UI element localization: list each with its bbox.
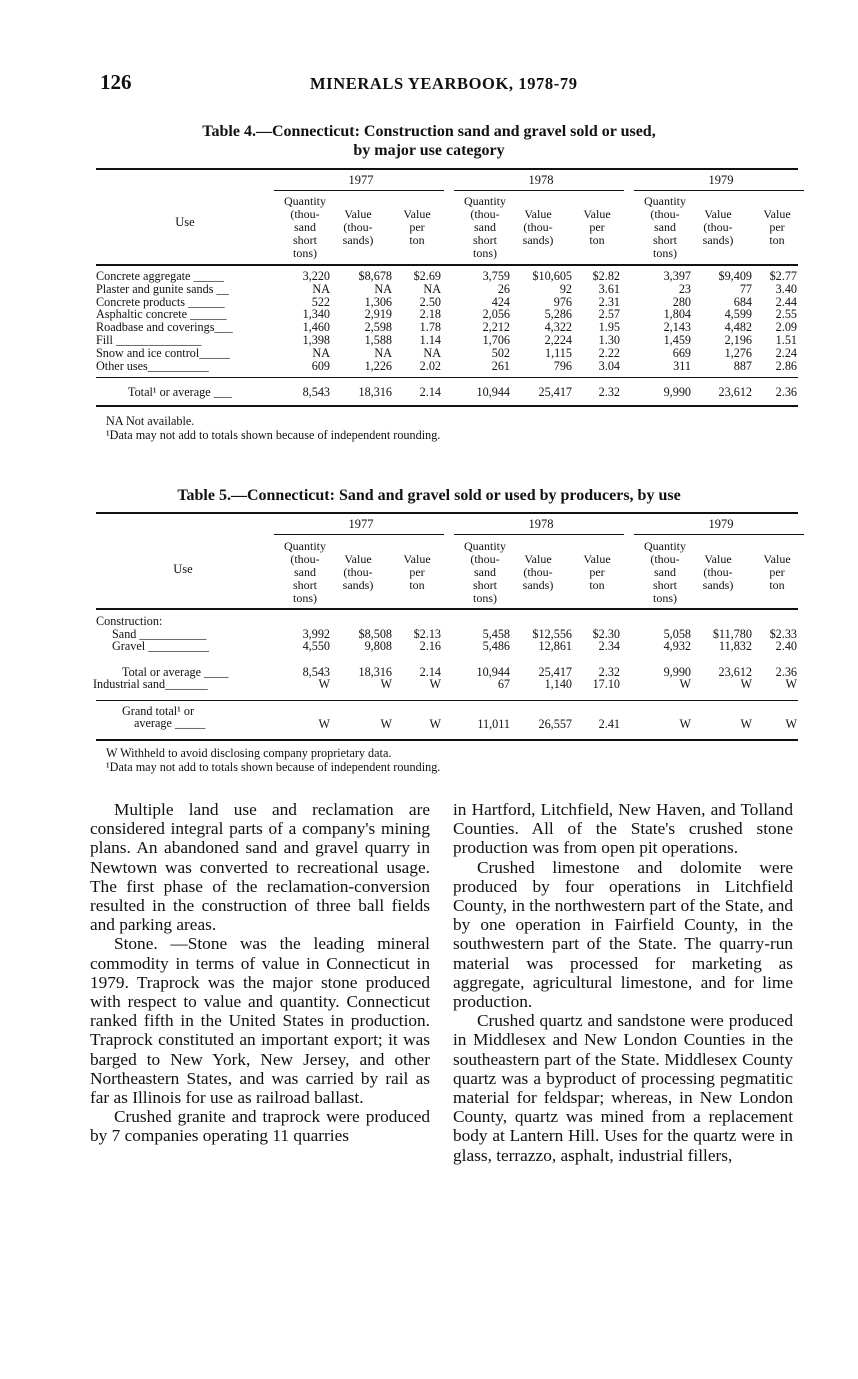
- column-header-line: (thou-: [470, 552, 500, 566]
- column-header-line: tons): [653, 591, 677, 605]
- column-header-line: Value: [403, 552, 431, 566]
- column-header-line: tons): [293, 246, 317, 260]
- table-cell: 1.95: [598, 320, 620, 335]
- column-header-line: tons): [293, 591, 317, 605]
- table-cell: $2.13: [413, 627, 441, 641]
- row-label: Other uses__________: [96, 358, 209, 373]
- table-4-note-na: NA Not available.: [106, 414, 195, 428]
- column-header: [328, 553, 388, 592]
- table-cell: 1,398: [302, 333, 330, 347]
- table-cell: 9,990: [663, 665, 691, 679]
- column-header-line: ton: [589, 233, 605, 247]
- table-cell: 2.41: [598, 717, 620, 731]
- table-cell: W: [380, 717, 392, 731]
- column-header-line: Value: [403, 207, 431, 221]
- column-header-line: sand: [654, 220, 676, 234]
- column-header-line: Value: [583, 207, 611, 221]
- table-cell: 2.09: [775, 320, 797, 335]
- table-cell: 3.40: [775, 281, 797, 296]
- table-cell: W: [429, 677, 441, 691]
- column-header-line: tons): [653, 246, 677, 260]
- table-cell: 3,759: [482, 269, 510, 283]
- table-cell: NA: [312, 345, 330, 360]
- table-cell: 26: [497, 281, 510, 296]
- column-header-line: ton: [409, 578, 425, 592]
- table-cell: 669: [672, 345, 691, 360]
- table-cell: 1.30: [598, 333, 620, 347]
- table-cell: 1,340: [302, 307, 330, 322]
- table-cell: 17.10: [592, 677, 620, 691]
- column-header-line: sand: [474, 220, 496, 234]
- column-header-line: Quantity: [284, 194, 326, 208]
- table-cell: 5,286: [544, 307, 572, 322]
- table-cell: 3,992: [302, 627, 330, 641]
- table-cell: $2.82: [592, 269, 620, 283]
- table-cell: 2.36: [775, 385, 797, 399]
- table-cell: 1.78: [419, 320, 441, 335]
- column-header-line: sand: [294, 220, 316, 234]
- grand-total-label: Grand total¹ or: [122, 704, 195, 718]
- table-cell: 2,143: [663, 320, 691, 335]
- column-header: [752, 553, 802, 592]
- table-cell: 2.86: [775, 358, 797, 373]
- table-cell: 1,306: [364, 294, 392, 309]
- table-4-note-rounding: ¹Data may not add to totals shown because of independent rounding.: [106, 428, 441, 442]
- column-header-line: per: [589, 220, 605, 234]
- year-1977: 1977: [348, 517, 374, 531]
- year-1977: 1977: [348, 173, 374, 187]
- column-header-line: (thou-: [703, 565, 733, 579]
- column-header-line: per: [409, 220, 425, 234]
- column-header-line: short: [653, 578, 677, 592]
- table-cell: 1,459: [663, 333, 691, 347]
- row-label: Snow and ice control_____: [96, 345, 230, 360]
- column-header-line: sands): [702, 233, 734, 247]
- table-cell: $2.30: [592, 627, 620, 641]
- table-cell: 609: [311, 358, 330, 373]
- table-cell: 12,861: [538, 639, 572, 653]
- column-header: [572, 553, 622, 592]
- table-cell: 1.51: [775, 333, 797, 347]
- column-header-line: Value: [524, 207, 552, 221]
- column-header-line: (thou-: [290, 552, 320, 566]
- use-header: Use: [173, 562, 193, 576]
- row-label: Gravel __________: [112, 639, 210, 653]
- row-label: Roadbase and coverings___: [96, 320, 233, 335]
- table-cell: 1,804: [663, 307, 691, 322]
- table-cell: W: [429, 717, 441, 731]
- table-cell: 3,220: [302, 269, 330, 283]
- column-header-line: short: [473, 578, 497, 592]
- table-cell: 25,417: [538, 385, 572, 399]
- table-cell: 1,588: [364, 333, 392, 347]
- column-header-line: ton: [589, 578, 605, 592]
- column-header-line: (thou-: [343, 565, 373, 579]
- table-5-title: Table 5.—Connecticut: Sand and gravel sold or used by producers, by use: [177, 487, 681, 504]
- column-header-line: ton: [769, 233, 785, 247]
- table-cell: 5,058: [663, 627, 691, 641]
- row-label: Total or average ____: [122, 665, 229, 679]
- table-cell: 2.22: [598, 345, 620, 360]
- table-cell: 2.24: [775, 345, 797, 360]
- column-header-line: tons): [473, 246, 497, 260]
- row-label: Total¹ or average ___: [128, 385, 232, 399]
- construction-label: Construction:: [96, 614, 163, 628]
- table-cell: 2,919: [364, 307, 392, 322]
- table-cell: 77: [739, 281, 752, 296]
- column-header: [392, 553, 442, 592]
- column-header-line: per: [589, 565, 605, 579]
- table-cell: $2.77: [769, 269, 797, 283]
- column-header-line: sands): [342, 233, 374, 247]
- year-1979: 1979: [708, 517, 734, 531]
- table-cell: W: [785, 717, 797, 731]
- column-header-line: sands): [522, 233, 554, 247]
- paragraph: in Hartford, Litchfield, New Haven, and Tolland Counties. All of the State's crushed stone production was from open pit operations.: [453, 800, 793, 858]
- table-cell: $2.33: [769, 627, 797, 641]
- table-cell: 261: [491, 358, 510, 373]
- table-cell: 9,808: [364, 639, 392, 653]
- table-cell: 23: [678, 281, 691, 296]
- table-cell: W: [740, 677, 752, 691]
- table-cell: 4,322: [544, 320, 572, 335]
- table-cell: 280: [672, 294, 691, 309]
- column-header-line: Quantity: [644, 539, 686, 553]
- column-header: [634, 195, 696, 260]
- column-header-line: sand: [294, 565, 316, 579]
- row-label: Asphaltic concrete ______: [96, 307, 227, 322]
- table-cell: NA: [312, 281, 330, 296]
- table-cell: 522: [311, 294, 330, 309]
- column-header-line: Value: [344, 207, 372, 221]
- table-cell: 67: [497, 677, 510, 691]
- table-cell: 2.36: [775, 665, 797, 679]
- table-cell: W: [318, 677, 330, 691]
- table-cell: 3,397: [663, 269, 691, 283]
- table-cell: 18,316: [358, 665, 392, 679]
- table-cell: 2.34: [598, 639, 620, 653]
- column-header: [634, 540, 696, 605]
- table-cell: W: [380, 677, 392, 691]
- table-cell: 2,598: [364, 320, 392, 335]
- column-header-line: Value: [524, 552, 552, 566]
- table-cell: 2.16: [419, 639, 441, 653]
- column-header-line: ton: [769, 578, 785, 592]
- row-label: Concrete products ______: [96, 294, 225, 309]
- column-header-line: per: [409, 565, 425, 579]
- table-cell: 5,458: [482, 627, 510, 641]
- column-header: [508, 208, 568, 247]
- column-header-line: short: [293, 578, 317, 592]
- paragraph: Multiple land use and reclamation are considered integral parts of a company's mining plans. An abandoned sand and gravel quarry in Newtown was converted to recreational usage. The first phase of the reclamation-conversion resulted in the construction of three ball fields and parking areas.: [90, 800, 430, 935]
- row-label: Sand ___________: [112, 627, 207, 641]
- column-header: [392, 208, 442, 247]
- table-cell: $2.69: [413, 269, 441, 283]
- column-header-line: (thou-: [650, 207, 680, 221]
- table-cell: 2.57: [598, 307, 620, 322]
- table-cell: 4,599: [724, 307, 752, 322]
- table-cell: 1,276: [724, 345, 752, 360]
- table-cell: 4,550: [302, 639, 330, 653]
- table-cell: 4,482: [724, 320, 752, 335]
- table-cell: 2,224: [544, 333, 572, 347]
- table-cell: 887: [733, 358, 752, 373]
- table-cell: 2.50: [419, 294, 441, 309]
- column-header: [274, 540, 336, 605]
- table-cell: 684: [733, 294, 752, 309]
- column-header-line: Quantity: [644, 194, 686, 208]
- table-cell: 976: [553, 294, 572, 309]
- table-cell: 1,460: [302, 320, 330, 335]
- table-cell: 2,196: [724, 333, 752, 347]
- year-1979: 1979: [708, 173, 734, 187]
- table-cell: 8,543: [302, 665, 330, 679]
- table-cell: $9,409: [718, 269, 752, 283]
- table-5-note-withheld: W Withheld to avoid disclosing company proprietary data.: [106, 746, 392, 760]
- table-cell: 2,212: [482, 320, 510, 335]
- column-header-line: (thou-: [290, 207, 320, 221]
- column-header: [688, 208, 748, 247]
- column-header-line: sands): [702, 578, 734, 592]
- column-header-line: Value: [583, 552, 611, 566]
- table-cell: 23,612: [718, 665, 752, 679]
- column-header-line: Value: [763, 207, 791, 221]
- paragraph: Crushed limestone and dolomite were produced by four operations in Litchfield County, in the northwestern part of the State, and by one operation in Fairfield County, in the southwestern part of the State. The quarry-run material was processed for marketing as aggregate, agricultural limestone, and for lime production.: [453, 857, 793, 1012]
- body-column-right: [453, 800, 793, 1165]
- column-header-line: ton: [409, 233, 425, 247]
- column-header: [688, 553, 748, 592]
- column-header-line: per: [769, 565, 785, 579]
- grand-total-label-2: average _____: [134, 716, 206, 730]
- table-cell: 3.61: [598, 281, 620, 296]
- column-header: [752, 208, 802, 247]
- table-cell: 2.32: [598, 385, 620, 399]
- column-header-line: short: [653, 233, 677, 247]
- column-header-line: Quantity: [284, 539, 326, 553]
- column-header: [454, 195, 516, 260]
- table-4-title: Table 4.—Connecticut: Construction sand and gravel sold or used, by major use category: [202, 123, 656, 159]
- table-cell: $11,780: [712, 627, 752, 641]
- table-cell: 424: [491, 294, 510, 309]
- table-cell: 2.31: [598, 294, 620, 309]
- table-cell: W: [679, 717, 691, 731]
- paragraph: Crushed quartz and sandstone were produced in Middlesex and New London Counties in the southeastern part of the State. Middlesex County quartz was a byproduct of processing pegmatitic material for feldspar; whereas, in New London County, quartz was mined from a replacement body at Lantern Hill. Uses for the quartz were in glass, terrazzo, asphalt, industrial fillers,: [453, 1011, 793, 1165]
- table-cell: 2.14: [419, 385, 441, 399]
- table-cell: 4,932: [663, 639, 691, 653]
- paragraph: Stone. —Stone was the leading mineral commodity in terms of value in Connecticut in 1979. Traprock was the major stone produced with respect to value and quantity. Connecticut ranked fifth in the United States in production. Traprock constituted an important export; it was barged to New York, New Jersey, and other Northeastern States, and was carried by rail as far as Illinois for use as railroad ballast.: [90, 934, 430, 1108]
- table-cell: 796: [553, 358, 572, 373]
- column-header-line: Quantity: [464, 194, 506, 208]
- table-cell: $8,678: [358, 269, 392, 283]
- column-header-line: sand: [654, 565, 676, 579]
- table-cell: 1,706: [482, 333, 510, 347]
- table-cell: NA: [374, 281, 392, 296]
- column-header-line: short: [293, 233, 317, 247]
- table-cell: 25,417: [538, 665, 572, 679]
- column-header-line: tons): [473, 591, 497, 605]
- table-cell: NA: [423, 345, 441, 360]
- table-cell: 5,486: [482, 639, 510, 653]
- table-cell: 18,316: [358, 385, 392, 399]
- column-header-line: short: [473, 233, 497, 247]
- table-cell: 2.18: [419, 307, 441, 322]
- row-label: Industrial sand_______: [93, 677, 208, 691]
- table-cell: 23,612: [718, 385, 752, 399]
- table-cell: W: [679, 677, 691, 691]
- paragraph: Crushed granite and traprock were produced by 7 companies operating 11 quarries: [90, 1107, 430, 1146]
- column-header-line: (thou-: [523, 565, 553, 579]
- table-cell: 2,056: [482, 307, 510, 322]
- column-header-line: (thou-: [343, 220, 373, 234]
- column-header-line: sands): [522, 578, 554, 592]
- column-header: [454, 540, 516, 605]
- table-cell: $10,605: [532, 269, 572, 283]
- table-cell: 3.04: [598, 358, 620, 373]
- row-label: Concrete aggregate _____: [96, 269, 224, 283]
- table-cell: 1,140: [544, 677, 572, 691]
- column-header-line: sand: [474, 565, 496, 579]
- column-header-line: Value: [763, 552, 791, 566]
- table-cell: 502: [491, 345, 510, 360]
- table-cell: 10,944: [476, 665, 510, 679]
- table-5-note-rounding: ¹Data may not add to totals shown because of independent rounding.: [106, 760, 441, 774]
- table-cell: W: [785, 677, 797, 691]
- column-header-line: per: [769, 220, 785, 234]
- row-label: Plaster and gunite sands __: [96, 281, 229, 296]
- column-header: [508, 553, 568, 592]
- table-cell: 2.44: [775, 294, 797, 309]
- table-cell: NA: [423, 281, 441, 296]
- table-cell: $12,556: [532, 627, 572, 641]
- table-cell: 11,832: [718, 639, 752, 653]
- table-cell: 1.14: [419, 333, 441, 347]
- column-header-line: Value: [704, 552, 732, 566]
- row-label: Fill ______________: [96, 333, 202, 347]
- page-number: 126: [100, 70, 132, 94]
- column-header-line: Quantity: [464, 539, 506, 553]
- table-cell: 1,226: [364, 358, 392, 373]
- table-cell: 8,543: [302, 385, 330, 399]
- table-cell: 2.40: [775, 639, 797, 653]
- table-cell: W: [318, 717, 330, 731]
- table-cell: NA: [374, 345, 392, 360]
- column-header-line: (thou-: [523, 220, 553, 234]
- table-cell: 26,557: [538, 717, 572, 731]
- column-header-line: Value: [344, 552, 372, 566]
- table-cell: 2.55: [775, 307, 797, 322]
- column-header: [274, 195, 336, 260]
- column-header-line: (thou-: [470, 207, 500, 221]
- table-cell: 92: [559, 281, 572, 296]
- column-header-line: (thou-: [703, 220, 733, 234]
- use-header: Use: [175, 215, 195, 229]
- table-cell: 2.02: [419, 358, 441, 373]
- column-header-line: Value: [704, 207, 732, 221]
- year-1978: 1978: [528, 517, 554, 531]
- table-cell: 2.32: [598, 665, 620, 679]
- column-header-line: sands): [342, 578, 374, 592]
- running-head: MINERALS YEARBOOK, 1978-79: [310, 74, 578, 93]
- table-cell: 10,944: [476, 385, 510, 399]
- table-cell: 311: [673, 358, 691, 373]
- table-cell: 9,990: [663, 385, 691, 399]
- table-cell: $8,508: [358, 627, 392, 641]
- column-header: [572, 208, 622, 247]
- table-cell: 1,115: [545, 345, 572, 360]
- year-1978: 1978: [528, 173, 554, 187]
- table-cell: W: [740, 717, 752, 731]
- column-header-line: (thou-: [650, 552, 680, 566]
- table-cell: 2.14: [419, 665, 441, 679]
- column-header: [328, 208, 388, 247]
- table-cell: 11,011: [477, 717, 510, 731]
- body-column-left: [90, 800, 430, 1146]
